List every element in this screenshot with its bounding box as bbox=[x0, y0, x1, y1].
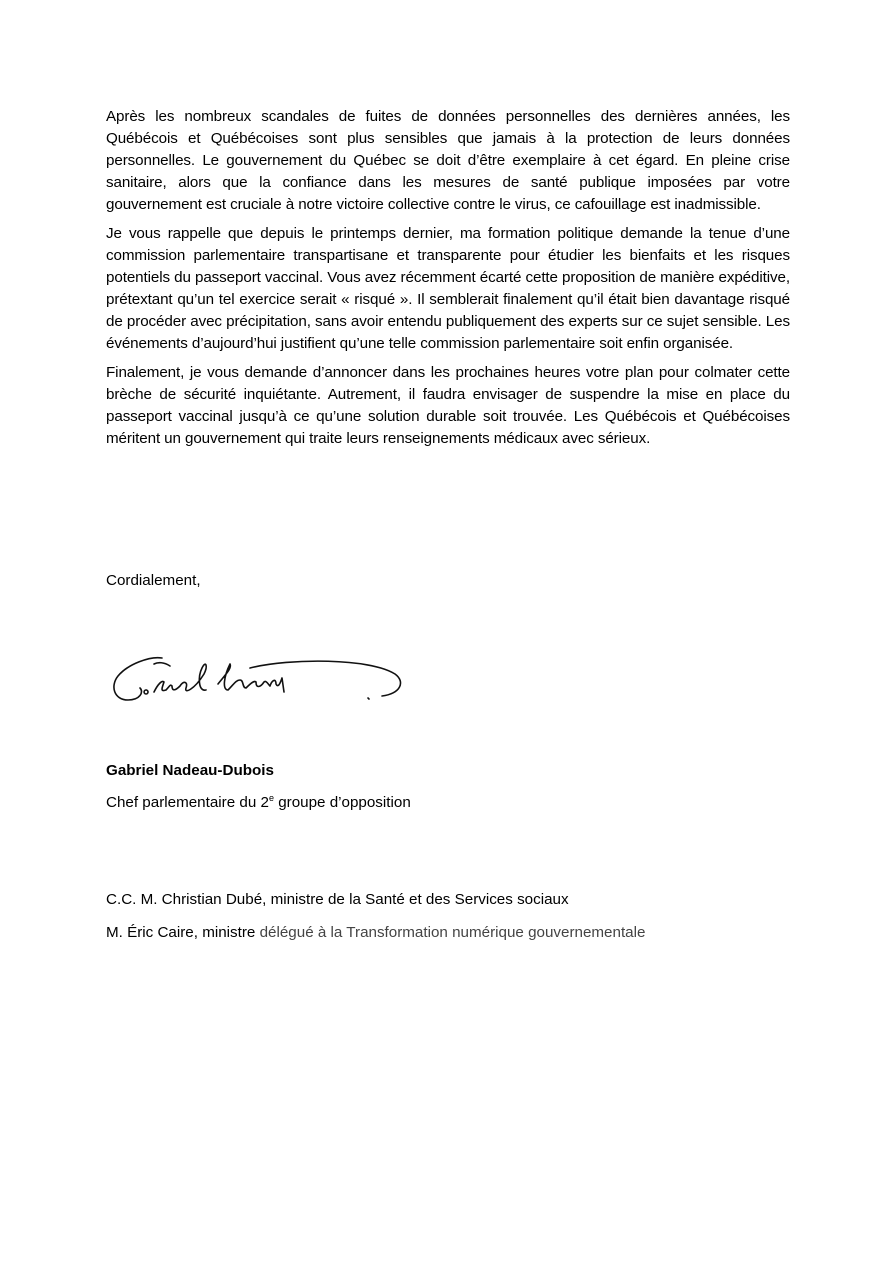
closing: Cordialement, bbox=[106, 572, 201, 589]
signature-icon bbox=[110, 640, 410, 710]
cc-line-2-part-2: délégué à la Transformation numérique gouvernementale bbox=[259, 924, 646, 941]
paragraph-2: Je vous rappelle que depuis le printemps dernier, ma formation politique demande la tenue d’une commission parlementaire transpartisane et transparente pour étudier les bienfaits et les risques potentiels du passeport vaccinal. Vous avez récemment écarté cette proposition de manière expéditive, prétextant qu’un tel exercice serait « risqué ». Il semblerait finalement qu’il était bien davantage risqué de procéder avec précipitation, sans avoir entendu publiquement des experts sur ce sujet sensible. Les événements d’aujourd’hui justifient qu’une telle commission parlementaire soit enfin organisée. bbox=[106, 225, 790, 352]
cc-line-1: C.C. M. Christian Dubé, ministre de la Santé et des Services sociaux bbox=[106, 891, 569, 908]
signer-name: Gabriel Nadeau-Dubois bbox=[106, 762, 274, 779]
paragraph-3: Finalement, je vous demande d’annoncer dans les prochaines heures votre plan pour colmater cette brèche de sécurité inquiétante. Autrement, il faudra envisager de suspendre la mise en place du passeport vaccinal jusqu’à ce qu’une solution durable soit trouvée. Les Québécois et Québécoises méritent un gouvernement qui traite leurs renseignements médicaux avec sérieux. bbox=[106, 364, 790, 447]
signer-title-suffix: groupe d’opposition bbox=[273, 794, 411, 811]
signer-title bbox=[106, 792, 411, 814]
paragraph-1: Après les nombreux scandales de fuites de données personnelles des dernières années, les Québécois et Québécoises sont plus sensibles que jamais à la protection de leurs données personnelles. Le gouvernement du Québec se doit d’être exemplaire à cet égard. En pleine crise sanitaire, alors que la confiance dans les mesures de santé publique imposées par votre gouvernement est cruciale à notre victoire collective contre le virus, ce cafouillage est inadmissible. bbox=[106, 108, 790, 213]
cc-line-2 bbox=[106, 922, 645, 944]
cc-line-2-part-1: M. Éric Caire, ministre bbox=[106, 924, 260, 941]
signer-title-prefix: Chef parlementaire du 2 bbox=[106, 794, 269, 811]
signer-title-ordinal: e bbox=[268, 793, 274, 803]
letter-body bbox=[106, 106, 790, 457]
